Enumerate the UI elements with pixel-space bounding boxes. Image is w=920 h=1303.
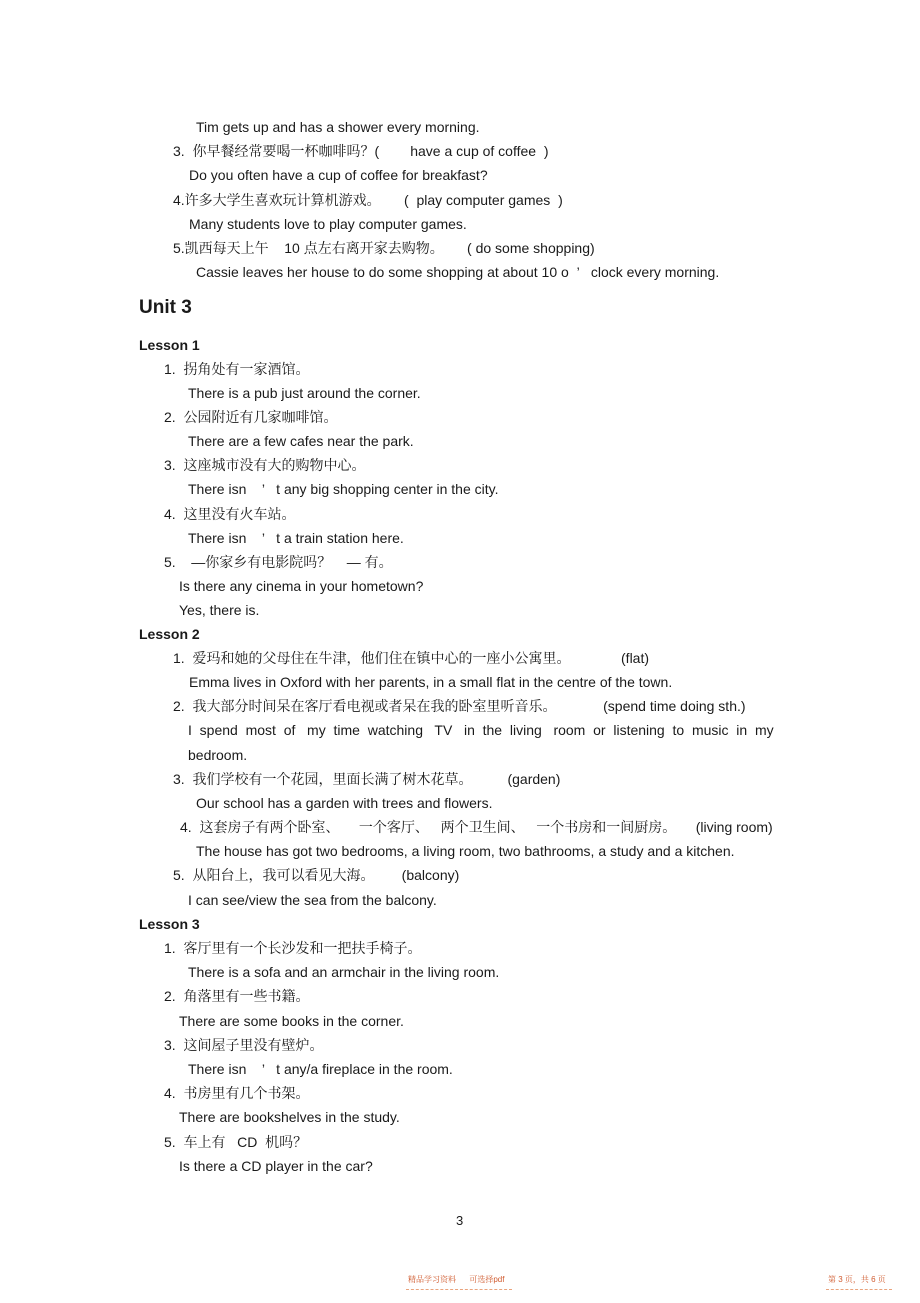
lesson3-answer-3: There isn ’ t any/a fireplace in the room. [188, 1061, 453, 1077]
lesson1-question-3: 3. 这座城市没有大的购物中心。 [164, 457, 366, 473]
lesson2-answer-1: Emma lives in Oxford with her parents, in a small flat in the centre of the town. [189, 674, 673, 690]
lesson3-question-5: 5. 车上有 CD 机吗？ [164, 1134, 308, 1150]
lesson2-question-1: 1. 爱玛和她的父母住在牛津，他们住在镇中心的一座小公寓里。 (flat) [173, 650, 650, 666]
lesson3-answer-1: There is a sofa and an armchair in the living room. [188, 964, 500, 980]
intro-answer-2: Tim gets up and has a shower every morning. [196, 119, 480, 135]
lesson2-question-2: 2. 我大部分时间呆在客厅看电视或者呆在我的卧室里听音乐。 (spend time doing sth.) [173, 698, 746, 714]
lesson2-title: Lesson 2 [139, 626, 200, 642]
lesson2-answer-3: Our school has a garden with trees and flowers. [196, 795, 493, 811]
lesson1-answer-2: There are a few cafes near the park. [188, 433, 414, 449]
lesson3-question-2: 2. 角落里有一些书籍。 [164, 988, 310, 1004]
lesson2-answer-2a: I spend most of my time watching TV in the living room or listening to music in my [188, 722, 774, 738]
lesson1-question-4: 4. 这里没有火车站。 [164, 506, 296, 522]
lesson3-answer-2: There are some books in the corner. [179, 1013, 404, 1029]
lesson2-answer-4: The house has got two bedrooms, a living room, two bathrooms, a study and a kitchen. [196, 843, 735, 859]
lesson3-question-1: 1. 客厅里有一个长沙发和一把扶手椅子。 [164, 940, 422, 956]
lesson1-title: Lesson 1 [139, 337, 200, 353]
intro-question-5: 5.凯西每天上午 10 点左右离开家去购物。 ( do some shopping) [173, 240, 595, 256]
lesson3-answer-5: Is there a CD player in the car? [179, 1158, 373, 1174]
lesson3-answer-4: There are bookshelves in the study. [179, 1109, 400, 1125]
lesson1-answer-5a: Is there any cinema in your hometown? [179, 578, 424, 594]
lesson2-answer-2b: bedroom. [188, 747, 248, 763]
intro-answer-5: Cassie leaves her house to do some shopping at about 10 o ’ clock every morning. [196, 264, 720, 280]
lesson1-answer-3: There isn ’ t any big shopping center in the city. [188, 481, 499, 497]
lesson3-title: Lesson 3 [139, 916, 200, 932]
lesson2-question-4: 4. 这套房子有两个卧室、 一个客厅、 两个卫生间、 一个书房和一间厨房。 (living room) [180, 819, 773, 835]
lesson1-answer-4: There isn ’ t a train station here. [188, 530, 404, 546]
intro-answer-3: Do you often have a cup of coffee for breakfast? [189, 167, 488, 183]
lesson3-question-4: 4. 书房里有几个书架。 [164, 1085, 310, 1101]
unit-title: Unit 3 [139, 297, 192, 318]
page-number: 3 [456, 1213, 464, 1228]
lesson2-question-5: 5. 从阳台上，我可以看见大海。 (balcony) [173, 867, 460, 883]
lesson1-question-5: 5. —你家乡有电影院吗？ — 有。 [164, 554, 393, 570]
footer-right-dotted-rule [826, 1289, 892, 1290]
footer-left-text: 精品学习资料 可选择pdf [408, 1275, 505, 1284]
footer-left-dotted-rule [406, 1289, 512, 1290]
lesson1-answer-5b: Yes, there is. [179, 602, 260, 618]
lesson1-question-2: 2. 公园附近有几家咖啡馆。 [164, 409, 338, 425]
intro-answer-4: Many students love to play computer games. [189, 216, 467, 232]
lesson2-question-3: 3. 我们学校有一个花园，里面长满了树木花草。 (garden) [173, 771, 561, 787]
lesson1-answer-1: There is a pub just around the corner. [188, 385, 421, 401]
intro-question-4: 4.许多大学生喜欢玩计算机游戏。 ( play computer games ) [173, 192, 563, 208]
lesson3-question-3: 3. 这间屋子里没有壁炉。 [164, 1037, 324, 1053]
intro-question-3: 3. 你早餐经常要喝一杯咖啡吗？( have a cup of coffee ) [173, 143, 549, 159]
lesson2-answer-5: I can see/view the sea from the balcony. [188, 892, 437, 908]
footer-page-info: 第 3 页，共 6 页 [828, 1275, 886, 1284]
lesson1-question-1: 1. 拐角处有一家酒馆。 [164, 361, 310, 377]
